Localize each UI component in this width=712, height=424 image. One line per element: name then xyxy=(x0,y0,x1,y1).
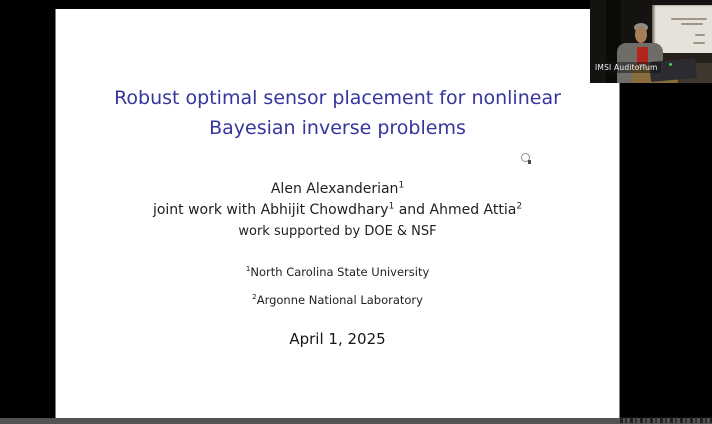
collaborator2-affiliation-mark: 2 xyxy=(516,201,523,212)
affiliation-1-mark: 1 xyxy=(245,264,251,274)
pointer-cursor-icon xyxy=(521,153,530,162)
slide-title-line2: Bayesian inverse problems xyxy=(209,117,466,139)
collaborator1-affiliation-mark: 1 xyxy=(388,201,395,212)
webcam-location-label: IMSI Auditorium xyxy=(592,62,661,73)
affiliation-2 xyxy=(56,293,619,307)
funding-line: work supported by DOE & NSF xyxy=(238,224,437,239)
joint-work-part2: and Ahmed Attia xyxy=(394,202,517,218)
affiliation-2-name: Argonne National Laboratory xyxy=(256,293,423,307)
timestamp-strip xyxy=(620,417,712,423)
affiliation-1 xyxy=(56,265,619,279)
laptop-led xyxy=(669,63,672,66)
joint-work-line xyxy=(56,202,619,218)
slide-title-line1: Robust optimal sensor placement for nonlinear xyxy=(114,87,561,109)
affiliation-2-mark: 2 xyxy=(252,292,257,302)
presentation-slide xyxy=(55,9,620,418)
projected-text-line xyxy=(693,42,705,44)
speaker-head xyxy=(635,26,647,43)
bottom-bar xyxy=(0,418,712,424)
webcam-overlay[interactable] xyxy=(590,0,712,83)
talk-date: April 1, 2025 xyxy=(289,330,386,348)
author-affiliation-mark: 1 xyxy=(398,180,405,191)
projected-text-line xyxy=(671,18,707,20)
author-name: Alen Alexanderian xyxy=(270,181,399,197)
projected-text-line xyxy=(695,34,705,36)
affiliation-1-name: North Carolina State University xyxy=(250,265,430,279)
projected-text-line xyxy=(681,23,703,25)
joint-work-part1: joint work with Abhijit Chowdhary xyxy=(152,202,389,218)
author-line xyxy=(56,181,619,197)
